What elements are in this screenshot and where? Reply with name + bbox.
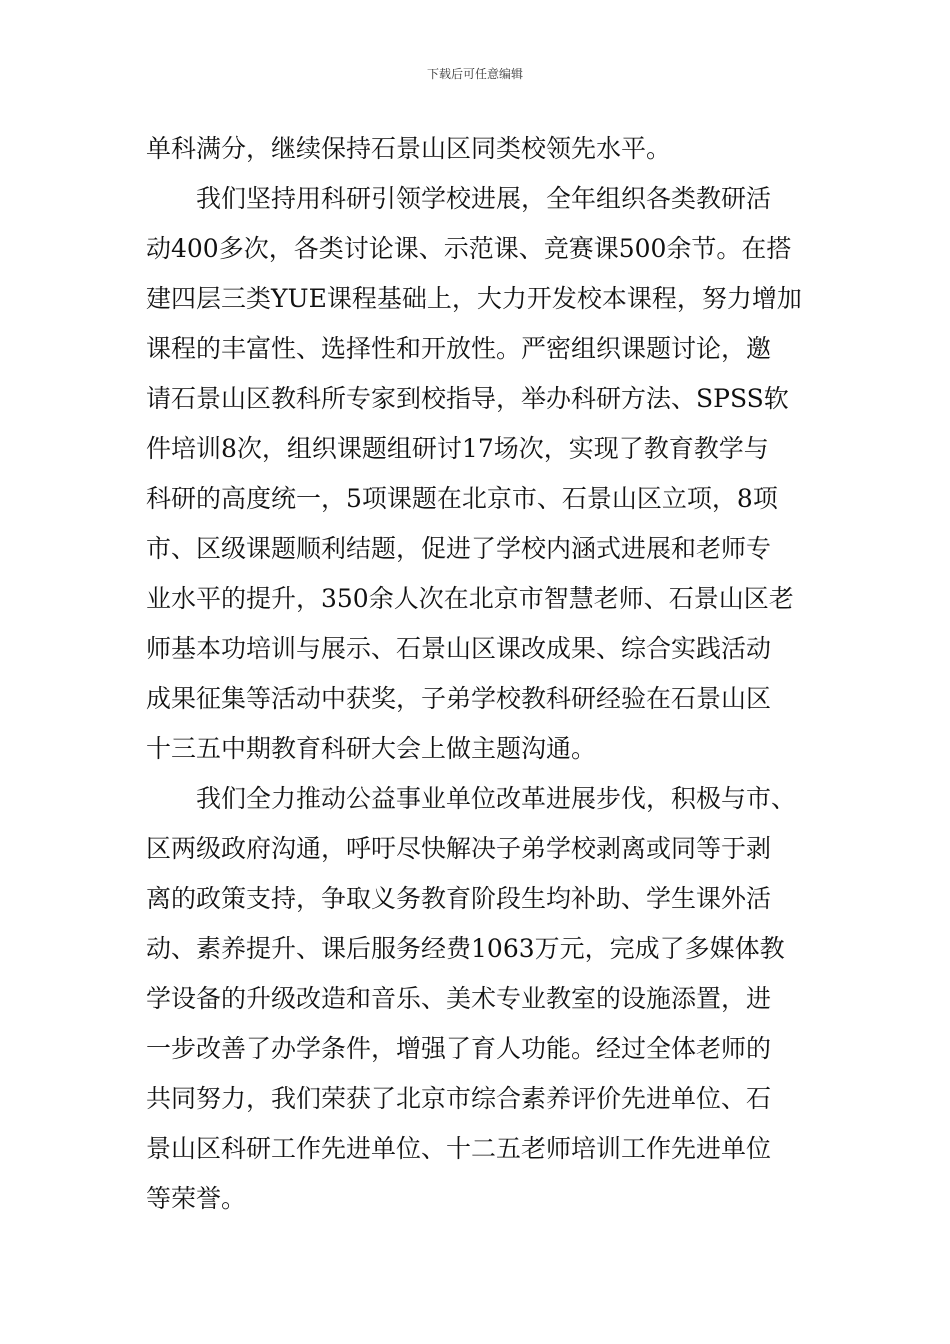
page-header-note: 下载后可任意编辑	[426, 67, 523, 81]
paragraph-research-start: 我们坚持用科研引领学校进展，全年组织各类教研活	[196, 184, 772, 213]
text-line-18: 学设备的升级改造和音乐、美术专业教室的设施添置，进	[146, 984, 772, 1013]
text-line-15: 区两级政府沟通，呼吁尽快解决子弟学校剥离或同等于剥	[146, 834, 772, 863]
text-line-7: 件培训8次，组织课题组研讨17场次，实现了教育教学与	[146, 434, 769, 463]
text-line-8: 科研的高度统一，5项课题在北京市、石景山区立项，8项	[146, 484, 778, 513]
paragraph-reform-start: 我们全力推动公益事业单位改革进展步伐，积极与市、	[196, 784, 797, 813]
text-line-1: 单科满分，继续保持石景山区同类校领先水平。	[146, 134, 672, 163]
text-line-20: 共同努力，我们荣获了北京市综合素养评价先进单位、石	[146, 1084, 772, 1113]
text-line-11: 师基本功培训与展示、石景山区课改成果、综合实践活动	[146, 634, 772, 663]
text-line-10: 业水平的提升，350余人次在北京市智慧老师、石景山区老	[146, 584, 794, 613]
text-line-9: 市、区级课题顺利结题，促进了学校内涵式进展和老师专	[146, 534, 772, 563]
document-body	[146, 124, 810, 1224]
text-line-16: 离的政策支持，争取义务教育阶段生均补助、学生课外活	[146, 884, 772, 913]
text-line-13: 十三五中期教育科研大会上做主题沟通。	[146, 734, 597, 763]
text-line-12: 成果征集等活动中获奖，子弟学校教科研经验在石景山区	[146, 684, 772, 713]
text-line-22: 等荣誉。	[146, 1184, 247, 1213]
text-line-17: 动、素养提升、课后服务经费1063万元，完成了多媒体教	[146, 934, 785, 963]
text-line-5: 课程的丰富性、选择性和开放性。严密组织课题讨论，邀	[146, 334, 772, 363]
text-line-4: 建四层三类YUE课程基础上，大力开发校本课程，努力增加	[146, 284, 802, 313]
text-line-21: 景山区科研工作先进单位、十二五老师培训工作先进单位	[146, 1134, 772, 1163]
text-line-6: 请石景山区教科所专家到校指导，举办科研方法、SPSS软	[146, 384, 789, 413]
text-line-19: 一步改善了办学条件，增强了育人功能。经过全体老师的	[146, 1034, 772, 1063]
text-line-3: 动400多次，各类讨论课、示范课、竞赛课500余节。在搭	[146, 234, 792, 263]
